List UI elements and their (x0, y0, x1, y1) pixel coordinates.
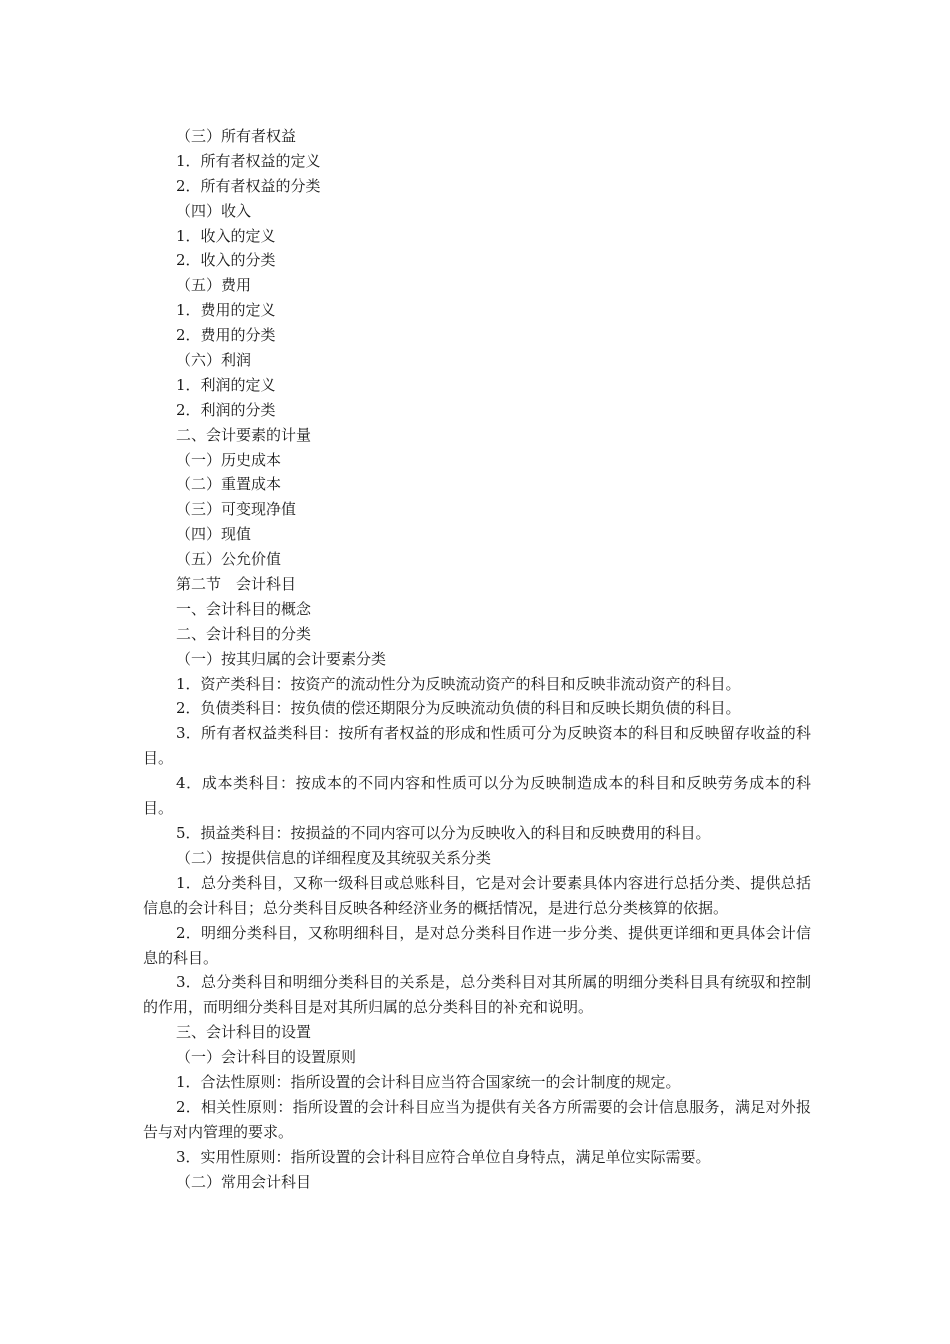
subheading: （二）按提供信息的详细程度及其统驭关系分类 (176, 848, 492, 867)
subheading: （一）会计科目的设置原则 (176, 1048, 357, 1067)
list-item: 1．利润的定义 (176, 375, 276, 394)
list-item: 2．所有者权益的分类 (176, 176, 321, 195)
paragraph: 1．总分类科目，又称一级科目或总账科目，它是对会计要素具体内容进行总括分类、提供总括信息的会计科目；总分类科目反映各种经济业务的概括情况，是进行总分类核算的依据。 (143, 873, 811, 917)
document-body (143, 124, 811, 1194)
heading-expenses: （五）费用 (176, 276, 252, 295)
paragraph: 4．成本类科目：按成本的不同内容和性质可以分为反映制造成本的科目和反映劳务成本的科目。 (143, 774, 811, 818)
list-item: 2．费用的分类 (176, 326, 276, 345)
list-item: 2．负债类科目：按负债的偿还期限分为反映流动负债的科目和反映长期负债的科目。 (176, 699, 741, 718)
heading-profit: （六）利润 (176, 351, 252, 370)
subheading: （一）按其归属的会计要素分类 (176, 649, 387, 668)
section-title: 第二节 会计科目 (176, 575, 297, 594)
heading-setup: 三、会计科目的设置 (176, 1023, 312, 1042)
paragraph: 3．总分类科目和明细分类科目的关系是，总分类科目对其所属的明细分类科目具有统驭和控制的作用，而明细分类科目是对其所归属的总分类科目的补充和说明。 (143, 973, 811, 1017)
heading-revenue: （四）收入 (176, 201, 252, 220)
list-item: 1．合法性原则：指所设置的会计科目应当符合国家统一的会计制度的规定。 (176, 1073, 681, 1091)
heading-owners-equity: （三）所有者权益 (176, 127, 297, 145)
list-item: 1．收入的定义 (176, 226, 276, 245)
heading-measurement: 二、会计要素的计量 (176, 425, 312, 444)
list-item: 1．资产类科目：按资产的流动性分为反映流动资产的科目和反映非流动资产的科目。 (176, 674, 741, 693)
heading-concept: 一、会计科目的概念 (176, 599, 312, 618)
list-item: 2．收入的分类 (176, 251, 276, 270)
list-item: （五）公允价值 (176, 550, 282, 569)
list-item: （三）可变现净值 (176, 500, 297, 519)
paragraph: 2．明细分类科目，又称明细科目，是对总分类科目作进一步分类、提供更详细和更具体会计信息的科目。 (143, 923, 811, 967)
list-item: （二）重置成本 (176, 475, 282, 494)
list-item: （四）现值 (176, 525, 252, 544)
list-item: 5．损益类科目：按损益的不同内容可以分为反映收入的科目和反映费用的科目。 (176, 824, 711, 842)
list-item: 1．费用的定义 (176, 301, 276, 320)
paragraph: 2．相关性原则：指所设置的会计科目应当为提供有关各方所需要的会计信息服务，满足对外报告与对内管理的要求。 (143, 1097, 811, 1141)
subheading: （二）常用会计科目 (176, 1172, 312, 1191)
list-item: 1．所有者权益的定义 (176, 151, 321, 170)
list-item: （一）历史成本 (176, 450, 282, 469)
heading-classification: 二、会计科目的分类 (176, 624, 312, 643)
list-item: 2．利润的分类 (176, 400, 276, 419)
paragraph: 3．所有者权益类科目：按所有者权益的形成和性质可分为反映资本的科目和反映留存收益的科目。 (143, 724, 811, 768)
list-item: 3．实用性原则：指所设置的会计科目应符合单位自身特点，满足单位实际需要。 (176, 1147, 711, 1166)
